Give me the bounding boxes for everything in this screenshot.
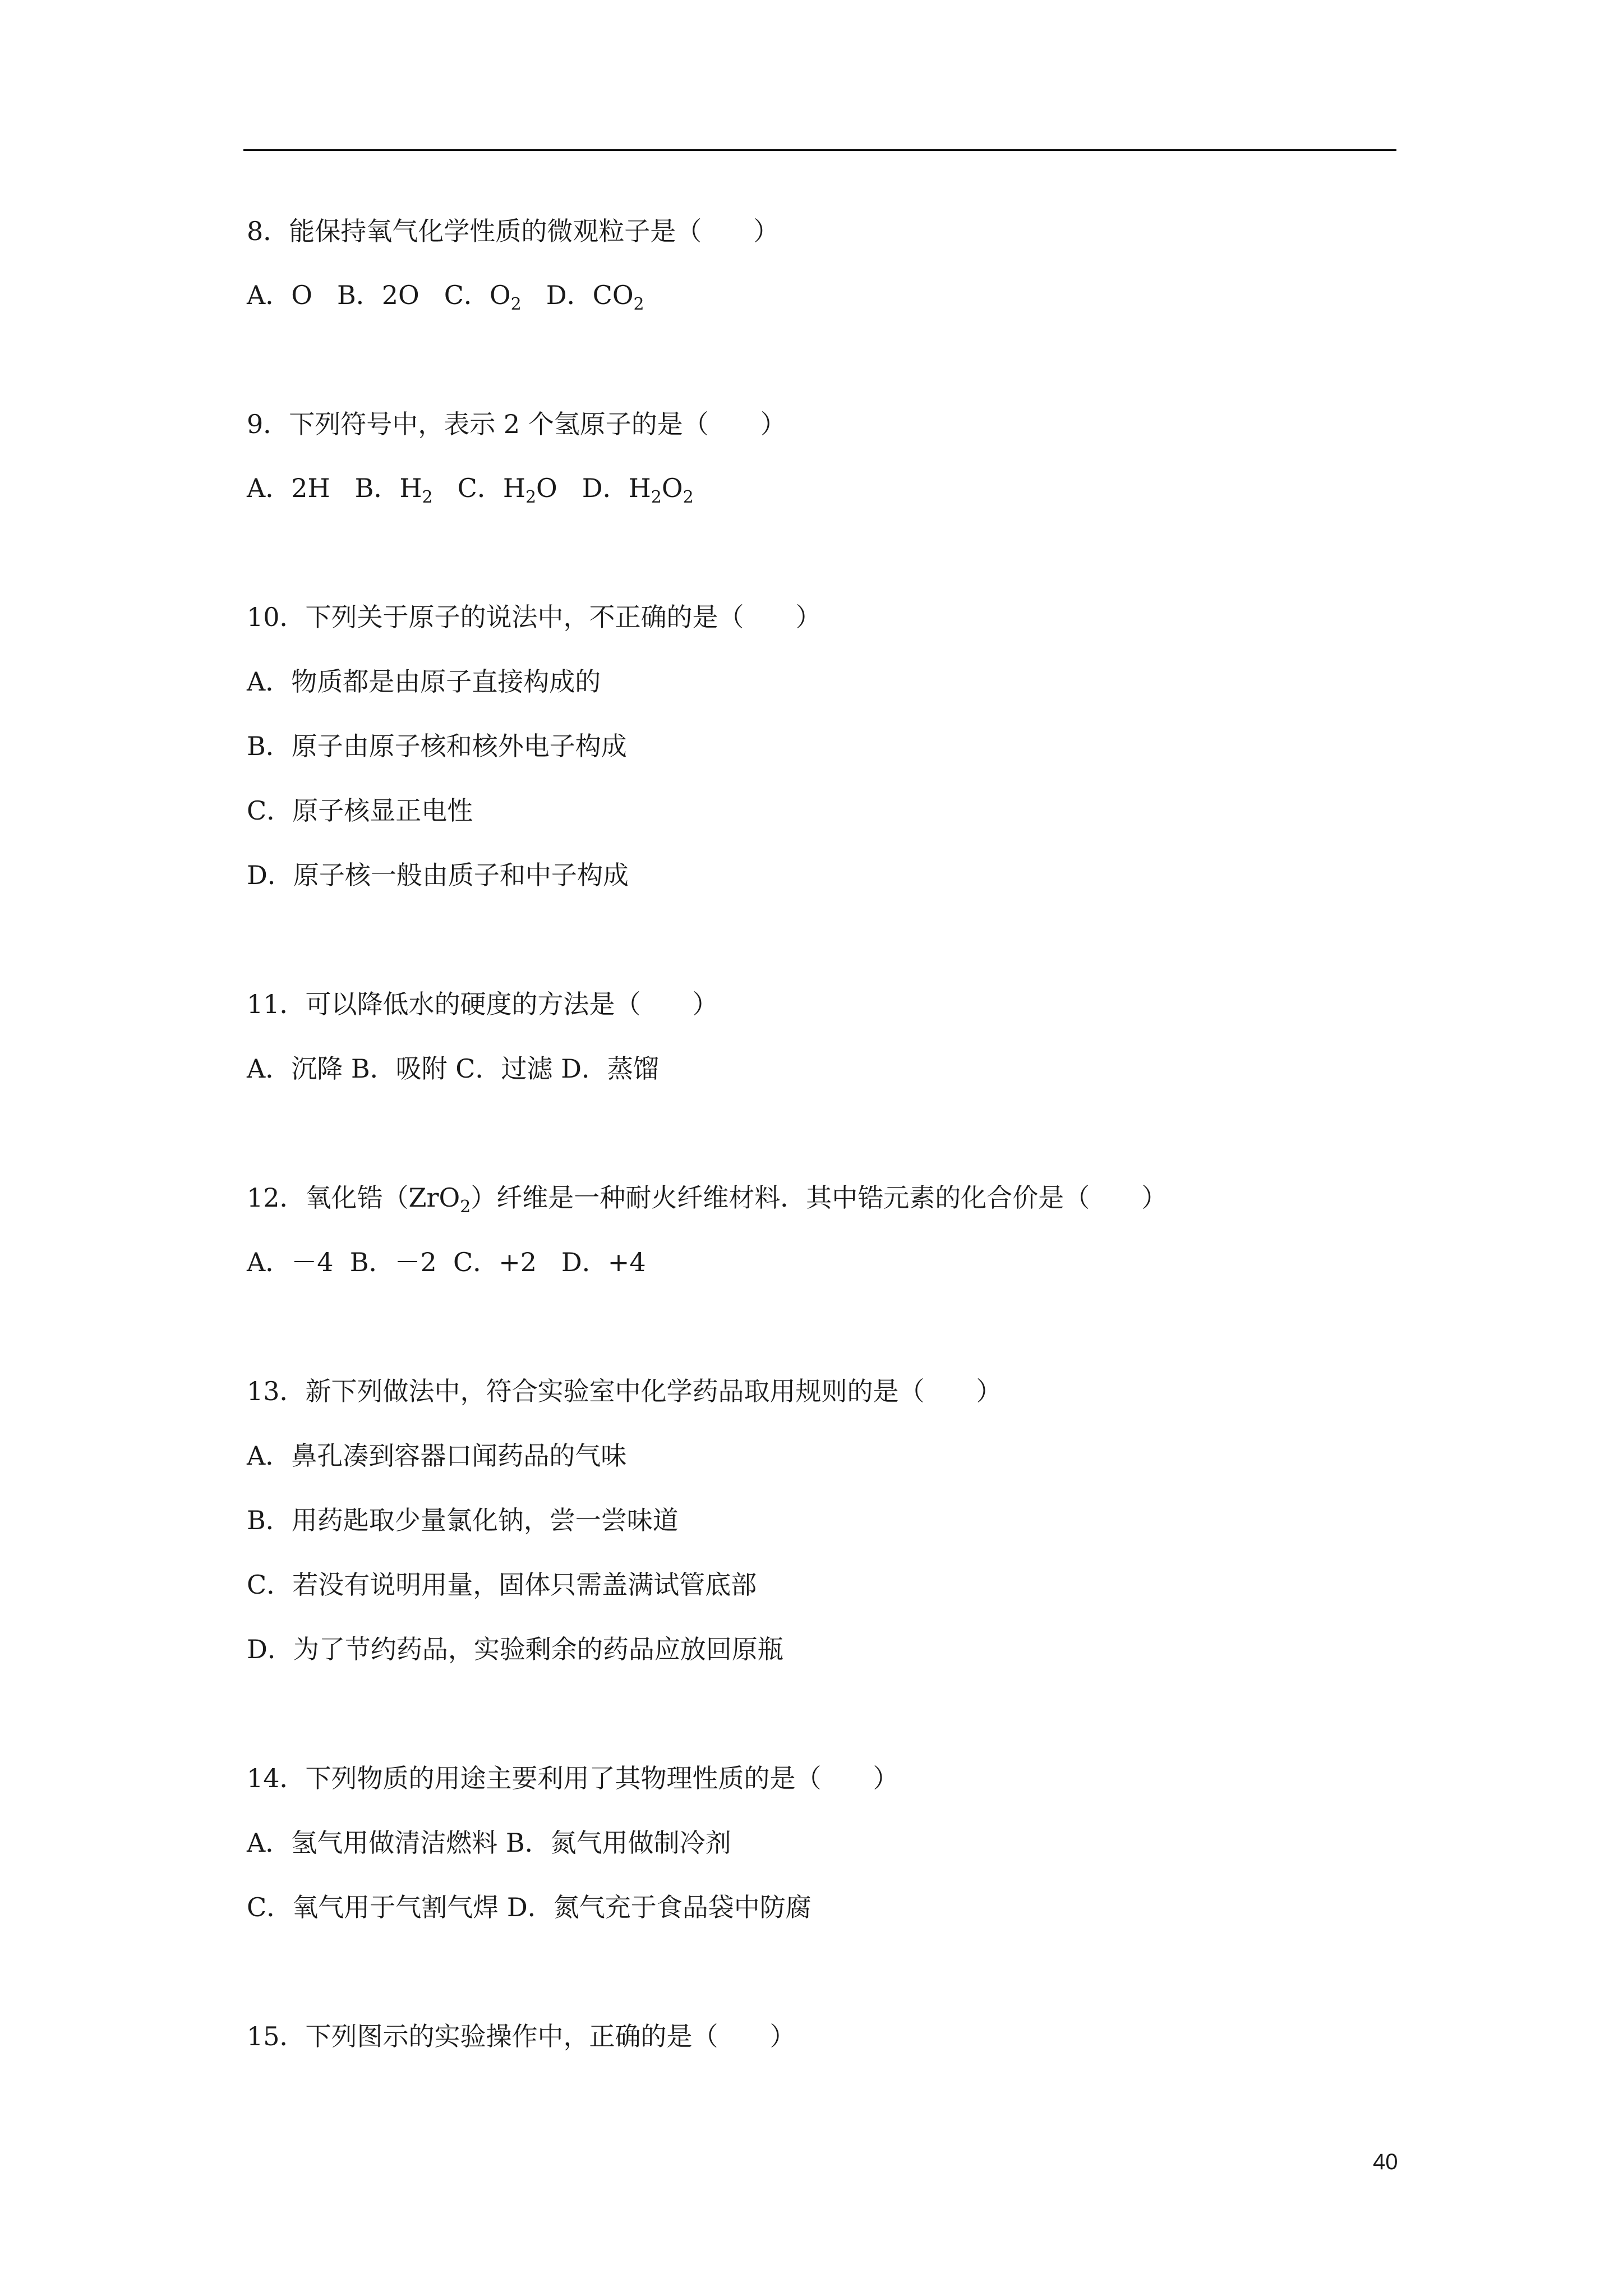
question-10-option-d: D．原子核一般由质子和中子构成 (247, 860, 629, 890)
question-14-stem: 14．下列物质的用途主要利用了其物理性质的是（ ） (247, 1763, 899, 1793)
question-13-option-c: C．若没有说明用量，固体只需盖满试管底部 (247, 1570, 757, 1600)
option-a: A．O (247, 280, 312, 310)
option-b: B．2O (336, 280, 419, 310)
question-11-stem: 11．可以降低水的硬度的方法是（ ） (247, 989, 718, 1019)
question-10-stem: 10．下列关于原子的说法中，不正确的是（ ） (247, 602, 822, 632)
question-9-options (247, 471, 718, 505)
question-11-options: A．沉降 B．吸附 C．过滤 D．蒸馏 (247, 1053, 659, 1084)
option-d: D．$H_2O_2$ (582, 473, 694, 507)
option-c: C．$H_2O$ (457, 473, 557, 507)
option-d: D．$CO_2$ (546, 280, 644, 314)
question-14-option-ab: A．氢气用做清洁燃料 B．氮气用做制冷剂 (247, 1828, 731, 1858)
question-8-options (247, 278, 669, 312)
question-15-stem: 15．下列图示的实验操作中，正确的是（ ） (247, 2021, 796, 2051)
header-rule (243, 149, 1396, 151)
question-10-option-a: A．物质都是由原子直接构成的 (247, 666, 601, 697)
question-10-option-c: C．原子核显正电性 (247, 795, 473, 826)
question-13-option-d: D．为了节约药品，实验剩余的药品应放回原瓶 (247, 1634, 783, 1664)
option-b: B．$H_2$ (354, 473, 433, 507)
question-13-option-b: B．用药匙取少量氯化钠，尝一尝味道 (247, 1505, 679, 1535)
question-9-stem: 9．下列符号中，表示 2 个氢原子的是（ ） (247, 409, 786, 439)
option-c: C．$O_2$ (444, 280, 522, 314)
question-12-options: A．－4 B．－2 C．+2 D．+4 (247, 1247, 646, 1277)
page-number: 40 (1373, 2150, 1398, 2174)
option-a: A．2H (247, 473, 330, 503)
question-12-stem: 12．氧化锆（ZrO$_2$）纤维是一种耐火纤维材料．其中锆元素的化合价是（ ） (247, 1182, 1168, 1217)
question-8-stem: 8．能保持氧气化学性质的微观粒子是（ ） (247, 216, 780, 246)
question-13-option-a: A．鼻孔凑到容器口闻药品的气味 (247, 1441, 627, 1471)
question-14-option-cd: C．氧气用于气割气焊 D．氮气充于食品袋中防腐 (247, 1892, 811, 1922)
question-13-stem: 13．新下列做法中，符合实验室中化学药品取用规则的是（ ） (247, 1376, 1002, 1406)
question-10-option-b: B．原子由原子核和核外电子构成 (247, 731, 627, 761)
